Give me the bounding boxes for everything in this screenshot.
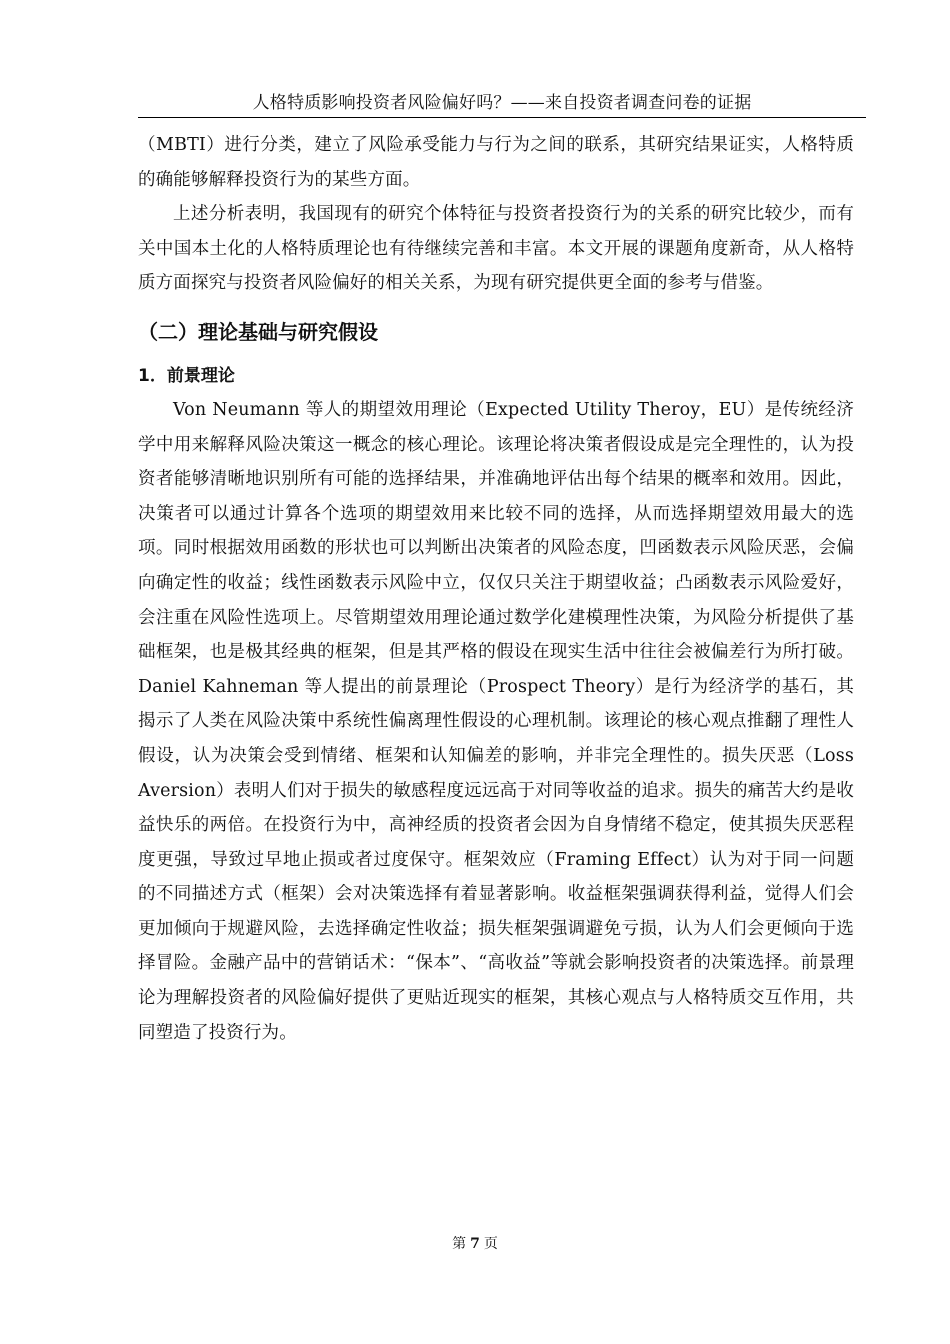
page-number-suffix: 页: [483, 1236, 498, 1252]
running-header-title: 人格特质影响投资者风险偏好吗？——来自投资者调查问卷的证据: [252, 93, 752, 113]
section-heading: （二）理论基础与研究假设: [138, 319, 378, 344]
page-footer: [0, 1234, 950, 1254]
page-number-prefix: 第: [452, 1236, 467, 1252]
page-number: 7: [470, 1236, 480, 1252]
page-content: [138, 128, 854, 1050]
body-paragraph-prospect-theory: Von Neumann 等人的期望效用理论（Expected Utility Theroy，EU）是传统经济学中用来解释风险决策这一概念的核心理论。该理论将决策者假设成是完全理性的，认为投资者能够清晰地识别所有可能的选择结果，并准确地评估出每个结果的概率和效用。因此，决策者可以通过计算各个选项的期望效用来比较不同的选择，从而选择期望效用最大的选项。同时根据效用函数的形状也可以判断出决策者的风险态度，凹函数表示风险厌恶，会偏向确定性的收益；线性函数表示风险中立，仅仅只关注于期望收益；凸函数表示风险爱好，会注重在风险性选项上。尽管期望效用理论通过数学化建模理性决策，为风险分析提供了基础框架，也是极其经典的框架，但是其严格的假设在现实生活中往往会被偏差行为所打破。Daniel Kahneman 等人提出的前景理论（Prospect Theory）是行为经济学的基石，其揭示了人类在风险决策中系统性偏离理性假设的心理机制。该理论的核心观点推翻了理性人假设，认为决策会受到情绪、框架和认知偏差的影响，并非完全理性的。损失厌恶（Loss Aversion）表明人们对于损失的敏感程度远远高于对同等收益的追求。损失的痛苦大约是收益快乐的两倍。在投资行为中，高神经质的投资者会因为自身情绪不稳定，使其损失厌恶程度更强，导致过早地止损或者过度保守。框架效应（Framing Effect）认为对于同一问题的不同描述方式（框架）会对决策选择有着显著影响。收益框架强调获得利益，觉得人们会更加倾向于规避风险，去选择确定性收益；损失框架强调避免亏损，认为人们会更倾向于选择冒险。金融产品中的营销话术：“保本”、“高收益”等就会影响投资者的决策选择。前景理论为理解投资者的风险偏好提供了更贴近现实的框架，其核心观点与人格特质交互作用，共同塑造了投资行为。: [138, 399, 854, 1043]
body-paragraph-summary: 上述分析表明，我国现有的研究个体特征与投资者投资行为的关系的研究比较少，而有关中国本土化的人格特质理论也有待继续完善和丰富。本文开展的课题角度新奇，从人格特质方面探究与投资者风险偏好的相关关系，为现有研究提供更全面的参考与借鉴。: [138, 204, 854, 294]
body-paragraph-continued: （MBTI）进行分类，建立了风险承受能力与行为之间的联系，其研究结果证实，人格特质的确能够解释投资行为的某些方面。: [138, 135, 854, 190]
subsection-heading: 1．前景理论: [138, 365, 235, 386]
header-rule: [138, 117, 866, 118]
